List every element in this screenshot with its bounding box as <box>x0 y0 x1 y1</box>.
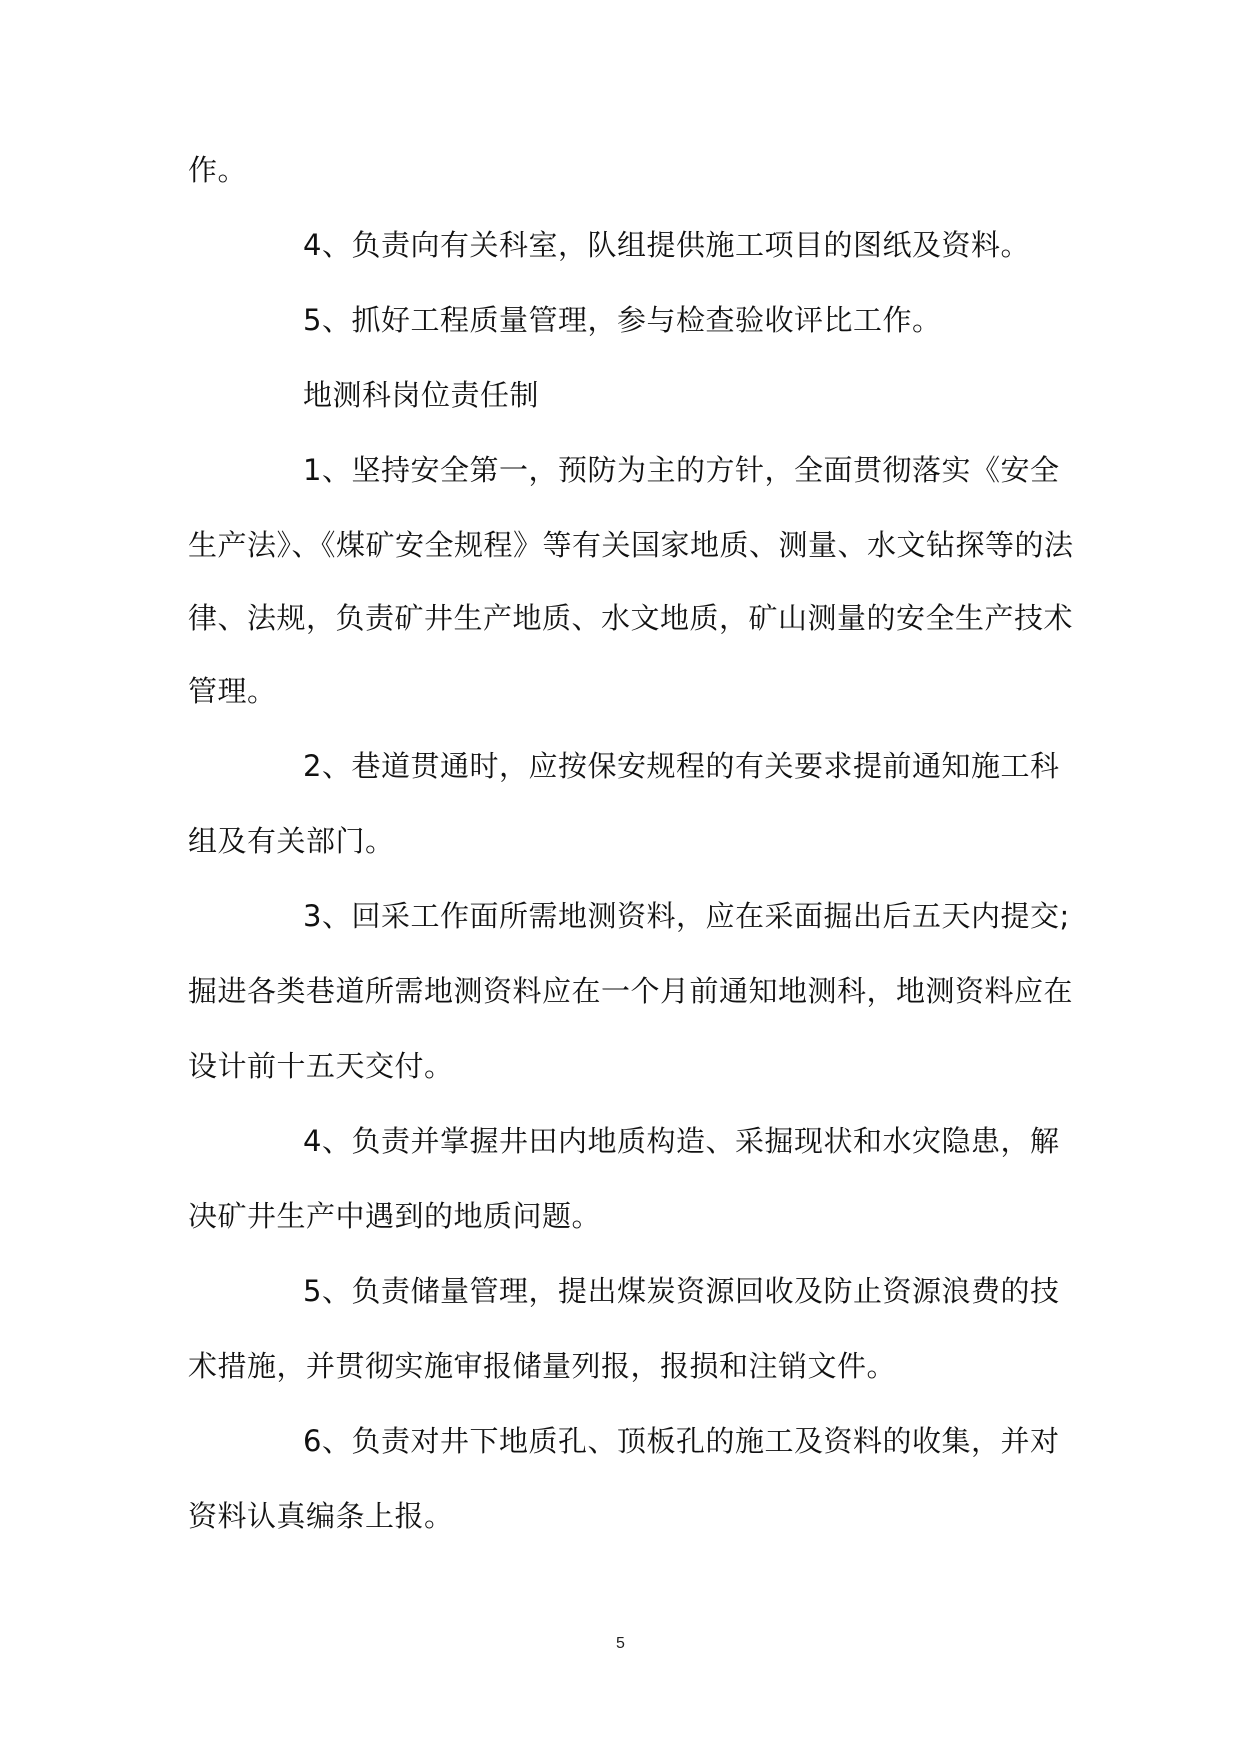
text-line: 资料认真编条上报。 <box>188 1499 454 1533</box>
text-line: 4、负责向有关科室，队组提供施工项目的图纸及资料。 <box>303 228 1030 262</box>
text-line: 设计前十五天交付。 <box>188 1049 454 1083</box>
text-line: 掘进各类巷道所需地测资料应在一个月前通知地测科，地测资料应在 <box>188 974 1074 1008</box>
text-line: 5、负责储量管理，提出煤炭资源回收及防止资源浪费的技 <box>303 1274 1060 1308</box>
text-line: 6、负责对井下地质孔、顶板孔的施工及资料的收集，并对 <box>303 1424 1060 1458</box>
text-line: 组及有关部门。 <box>188 824 395 858</box>
text-line: 管理。 <box>188 674 277 708</box>
text-line: 作。 <box>188 153 248 187</box>
text-line: 术措施，并贯彻实施审报储量列报，报损和注销文件。 <box>188 1349 897 1383</box>
text-line: 生产法》、《煤矿安全规程》等有关国家地质、测量、水文钻探等的法 <box>188 528 1074 562</box>
text-line: 律、法规，负责矿井生产地质、水文地质，矿山测量的安全生产技术 <box>188 601 1074 635</box>
page-number: 5 <box>616 1635 625 1652</box>
text-line: 5、抓好工程质量管理，参与检查验收评比工作。 <box>303 303 942 337</box>
text-line: 1、坚持安全第一，预防为主的方针，全面贯彻落实《安全 <box>303 453 1060 487</box>
text-line: 2、巷道贯通时，应按保安规程的有关要求提前通知施工科 <box>303 749 1060 783</box>
text-line: 3、回采工作面所需地测资料，应在采面掘出后五天内提交; <box>303 899 1070 933</box>
section-heading: 地测科岗位责任制 <box>303 378 540 412</box>
text-line: 4、负责并掌握井田内地质构造、采掘现状和水灾隐患，解 <box>303 1124 1060 1158</box>
text-line: 决矿井生产中遇到的地质问题。 <box>188 1199 602 1233</box>
